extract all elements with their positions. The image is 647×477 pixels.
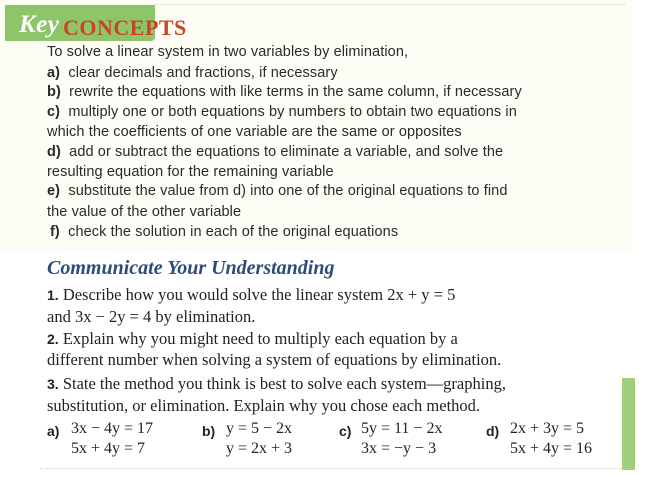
system-c-eq2: 3x = −y − 3 — [361, 440, 437, 457]
system-b-eq2: y = 2x + 3 — [226, 440, 293, 457]
system-a-eq1: 3x − 4y = 17 — [71, 420, 154, 437]
question-3-cont: substitution, or elimination. Explain why you chose each method. — [47, 396, 481, 415]
system-b-label: b) — [202, 423, 216, 439]
kc-intro: To solve a linear system in two variables by elimination, — [47, 44, 409, 60]
system-b — [226, 419, 292, 459]
kc-step-b: b) rewrite the equations with like terms in the same column, if necessary — [47, 84, 522, 100]
kc-step-c: c) multiply one or both equations by numbers to obtain two equations in — [47, 104, 517, 120]
system-c-label: c) — [339, 423, 352, 439]
kc-step-f: f) check the solution in each of the original equations — [50, 224, 399, 240]
kc-step-d-cont: resulting equation for the remaining variable — [47, 164, 334, 180]
question-1: 1. Describe how you would solve the linear system 2x + y = 5 — [47, 285, 456, 304]
kc-step-c-cont: which the coefficients of one variable are the same or opposites — [47, 124, 462, 140]
system-d-eq1: 2x + 3y = 5 — [510, 420, 585, 437]
badge-key-text: Key — [19, 11, 60, 38]
question-1-cont: and 3x − 2y = 4 by elimination. — [47, 307, 256, 326]
system-b-eq1: y = 5 − 2x — [226, 420, 293, 437]
question-2: 2. Explain why you might need to multiply each equation by a — [47, 329, 458, 348]
kc-step-e: e) substitute the value from d) into one of the original equations to find — [47, 183, 508, 199]
question-3: 3. State the method you think is best to solve each system—graphing, — [47, 374, 506, 393]
system-a-label: a) — [47, 423, 60, 439]
badge-concepts-text: CONCEPTS — [63, 15, 187, 40]
communicate-heading: Communicate Your Understanding — [47, 257, 335, 279]
system-d — [510, 419, 592, 459]
kc-step-d: d) add or subtract the equations to eliminate a variable, and solve the — [47, 144, 504, 160]
green-side-bar — [622, 378, 635, 470]
system-a-eq2: 5x + 4y = 7 — [71, 440, 146, 457]
key-concepts-badge — [5, 5, 187, 41]
system-d-label: d) — [486, 423, 500, 439]
system-c-eq1: 5y = 11 − 2x — [361, 420, 443, 437]
kc-step-a: a) clear decimals and fractions, if necessary — [47, 65, 338, 81]
bottom-divider — [40, 468, 630, 469]
top-divider — [155, 4, 625, 5]
system-c — [361, 419, 442, 459]
system-a — [71, 419, 153, 459]
question-2-cont: different number when solving a system of equations by elimination. — [47, 350, 502, 369]
kc-step-e-cont: the value of the other variable — [47, 204, 242, 220]
system-d-eq2: 5x + 4y = 16 — [510, 440, 593, 457]
